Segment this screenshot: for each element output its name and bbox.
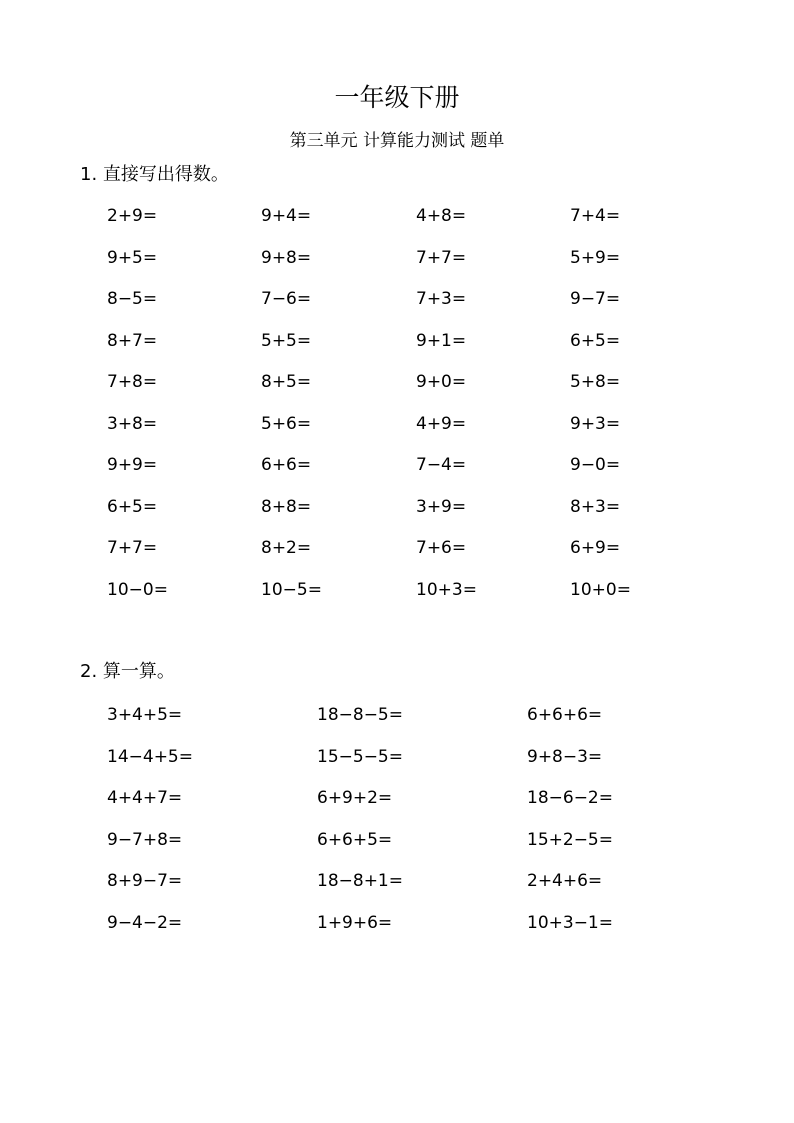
- problem-item: 15+2−5=: [527, 829, 613, 850]
- problem-item: 4+8=: [416, 206, 467, 226]
- problem-item: 5+9=: [570, 247, 621, 268]
- section-1-problem-grid: [107, 204, 670, 619]
- problem-item: 9+8−3=: [527, 746, 603, 767]
- problem-item: 9−7=: [570, 289, 621, 309]
- problem-item: 8+3=: [570, 496, 621, 517]
- problem-item: 5+6=: [261, 413, 312, 434]
- problem-item: 14−4+5=: [107, 746, 193, 767]
- problem-item: 3+8=: [107, 413, 158, 434]
- problem-item: 9+1=: [416, 330, 467, 351]
- problem-item: 2+4+6=: [527, 871, 603, 891]
- problem-item: 9−0=: [570, 455, 621, 475]
- problem-item: 8+5=: [261, 372, 312, 392]
- problem-item: 6+9=: [570, 538, 621, 558]
- problem-item: 7+8=: [107, 372, 158, 392]
- problem-item: 8+7=: [107, 330, 158, 351]
- problem-item: 6+6=: [261, 455, 312, 475]
- problem-item: 9+4=: [261, 206, 312, 226]
- problem-item: 9+3=: [570, 413, 621, 434]
- problem-item: 9−7+8=: [107, 829, 183, 850]
- problem-item: 5+8=: [570, 372, 621, 392]
- problem-item: 18−6−2=: [527, 788, 613, 808]
- problem-item: 8+8=: [261, 496, 312, 517]
- problem-item: 9+0=: [416, 372, 467, 392]
- problem-item: 10+0=: [570, 579, 631, 600]
- problem-item: 6+5=: [107, 496, 158, 517]
- problem-item: 5+5=: [261, 330, 312, 351]
- section-2-problem-grid: [107, 703, 647, 952]
- problem-item: 18−8+1=: [317, 871, 403, 891]
- problem-item: 6+6+6=: [527, 705, 603, 725]
- problem-item: 7−6=: [261, 289, 312, 309]
- section-2-heading: 2. 算一算。: [80, 661, 175, 682]
- problem-item: 8−5=: [107, 289, 158, 309]
- page-subtitle: 第三单元 计算能力测试 题单: [289, 131, 505, 151]
- problem-item: 1+9+6=: [317, 912, 393, 933]
- problem-item: 7+7=: [416, 247, 467, 268]
- problem-item: 3+9=: [416, 496, 467, 517]
- section-1-heading: 1. 直接写出得数。: [80, 164, 229, 185]
- problem-item: 10+3−1=: [527, 912, 613, 933]
- problem-item: 10+3=: [416, 579, 477, 600]
- problem-item: 6+9+2=: [317, 788, 393, 808]
- problem-item: 7+6=: [416, 538, 467, 558]
- problem-item: 7+7=: [107, 538, 158, 558]
- problem-item: 7+4=: [570, 206, 621, 226]
- problem-item: 2+9=: [107, 206, 158, 226]
- problem-item: 3+4+5=: [107, 705, 183, 725]
- problem-item: 7−4=: [416, 455, 467, 475]
- problem-item: 18−8−5=: [317, 705, 403, 725]
- problem-item: 15−5−5=: [317, 746, 403, 767]
- problem-item: 8+2=: [261, 538, 312, 558]
- problem-item: 7+3=: [416, 289, 467, 309]
- problem-item: 10−0=: [107, 579, 168, 600]
- problem-item: 6+5=: [570, 330, 621, 351]
- problem-item: 9+9=: [107, 455, 158, 475]
- problem-item: 4+9=: [416, 413, 467, 434]
- problem-item: 4+4+7=: [107, 788, 183, 808]
- problem-item: 9+5=: [107, 247, 158, 268]
- problem-item: 9+8=: [261, 247, 312, 268]
- problem-item: 9−4−2=: [107, 912, 183, 933]
- problem-item: 8+9−7=: [107, 871, 183, 891]
- page-title: 一年级下册: [334, 83, 460, 112]
- problem-item: 6+6+5=: [317, 829, 393, 850]
- problem-item: 10−5=: [261, 579, 322, 600]
